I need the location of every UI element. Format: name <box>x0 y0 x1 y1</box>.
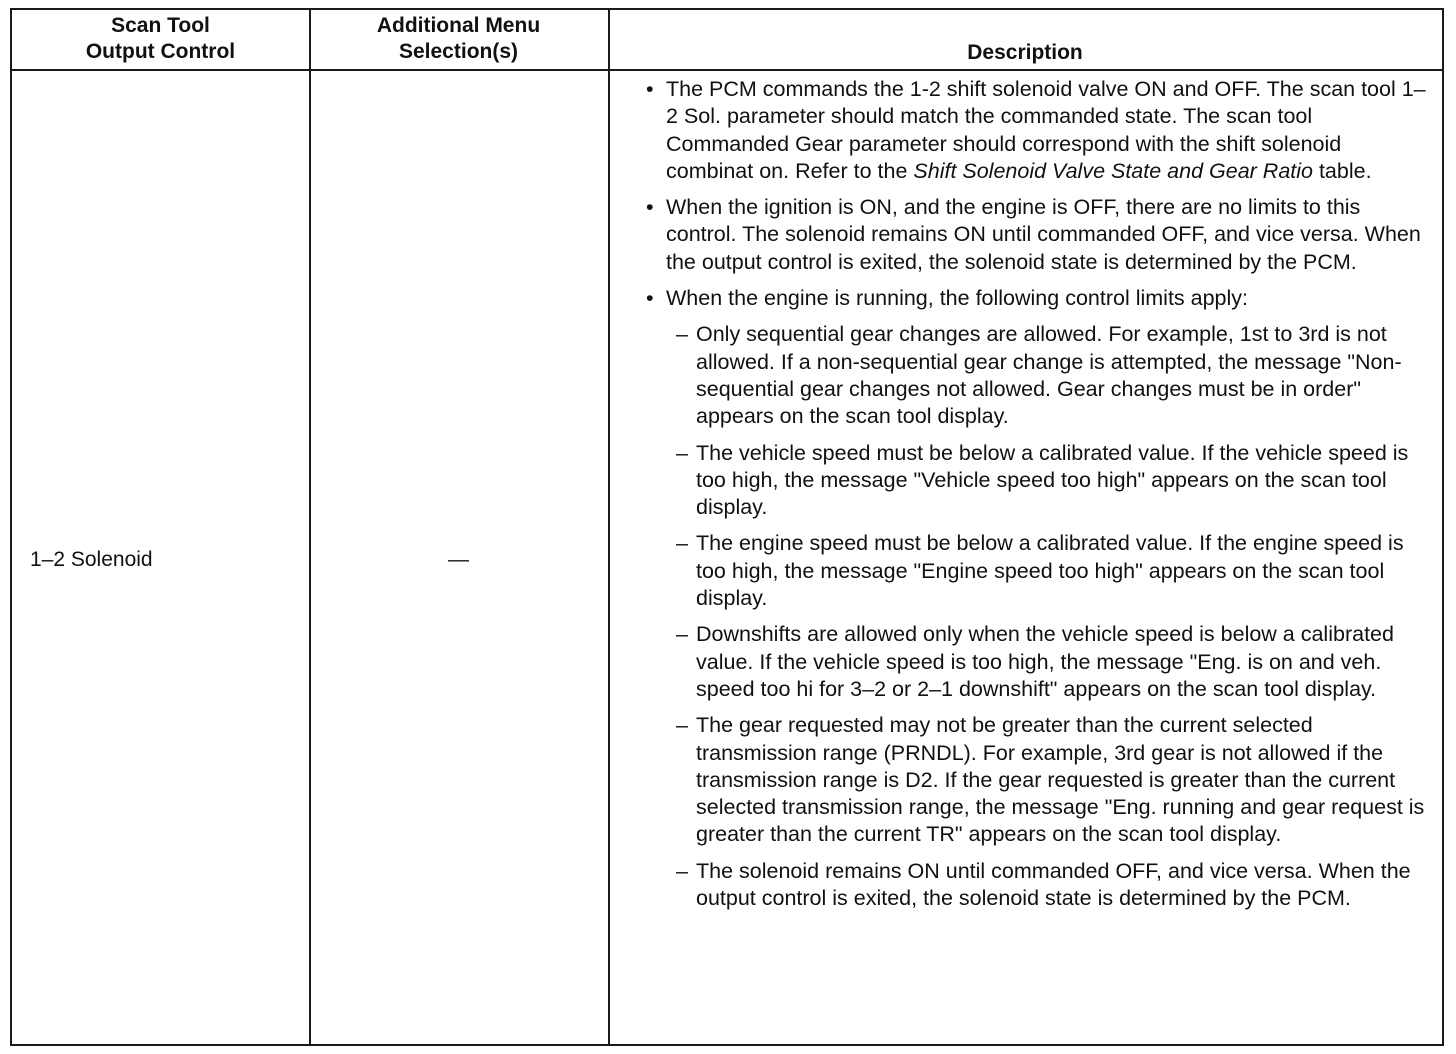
bullet-text: table. <box>1312 158 1372 183</box>
header-divider <box>12 69 1442 71</box>
bullet-text: The PCM commands the 1-2 shift solenoid valve ON and OFF. The scan tool 1–2 Sol. parameter should match the commanded state. The scan tool Commanded Gear parameter should correspond with the shift solenoid combinat on. Refer to the <box>666 77 1426 183</box>
control-limit-item <box>640 621 1430 703</box>
control-limit-item <box>640 858 1430 913</box>
header-line: Description <box>967 41 1083 64</box>
control-limit-item <box>640 321 1430 430</box>
header-description <box>608 40 1442 66</box>
control-limit-text: The engine speed must be below a calibrated value. If the engine speed is too high, the message "Engine speed too high" appears on the scan tool display. <box>696 531 1404 611</box>
header-line: Output Control <box>85 40 236 63</box>
column-divider-2 <box>608 10 610 1044</box>
control-limit-text: The vehicle speed must be below a calibrated value. If the vehicle speed is too high, the message "Vehicle speed too high" appears on the scan tool display. <box>696 440 1409 520</box>
dash-mark: – <box>676 322 688 347</box>
dash-mark: – <box>676 440 688 465</box>
dash-mark: – <box>676 858 688 883</box>
control-limit-text: The solenoid remains ON until commanded OFF, and vice versa. When the output control is exited, the solenoid state is determined by the PCM. <box>696 858 1411 911</box>
bullet-mark: • <box>646 195 654 220</box>
dash-mark: – <box>676 622 688 647</box>
control-limit-item <box>640 440 1430 522</box>
control-limit-text: Only sequential gear changes are allowed. For example, 1st to 3rd is not allowed. If a non-sequential gear change is attempted, the message "Non-sequential gear changes not allowed. Gear changes must be in order" appears on the scan tool display. <box>696 322 1402 429</box>
header-line: Scan Tool <box>111 14 210 37</box>
column-divider-1 <box>309 10 311 1044</box>
header-line: Additional Menu <box>376 14 541 37</box>
control-limit-item <box>640 712 1430 848</box>
bullet-mark: • <box>646 286 654 311</box>
description-bullet <box>640 76 1430 185</box>
dash-mark: – <box>676 713 688 738</box>
description-bullet <box>640 285 1430 312</box>
header-scan-tool-output-control <box>12 13 309 65</box>
description-bullet <box>640 194 1430 276</box>
table-reference: Shift Solenoid Valve State and Gear Ratio <box>913 158 1313 183</box>
control-limit-text: The gear requested may not be greater than the current selected transmission range (PRNDL). For example, 3rd gear is not allowed if the transmission range is D2. If the gear requested is greater than the current selected transmission range, the message "Eng. running and gear request is greater than the current TR" appears on the scan tool display. <box>696 713 1425 847</box>
header-line: Selection(s) <box>398 40 519 63</box>
bullet-mark: • <box>646 77 654 101</box>
bullet-text: When the ignition is ON, and the engine is OFF, there are no limits to this control. The solenoid remains ON until commanded OFF, and vice versa. When the output control is exited, the solenoid state is determined by the PCM. <box>666 195 1421 274</box>
output-control-cell: 1–2 Solenoid <box>30 548 153 571</box>
header-additional-menu-selections <box>309 13 608 65</box>
control-limit-text: Downshifts are allowed only when the vehicle speed is below a calibrated value. If the vehicle speed is too high, the message "Eng. is on and veh. speed too hi for 3–2 or 2–1 downshift" appears on the scan tool display. <box>696 622 1394 701</box>
description-cell <box>640 76 1430 921</box>
control-limit-item <box>640 530 1430 612</box>
menu-selection-cell: — <box>448 548 469 571</box>
dash-mark: – <box>676 531 688 556</box>
bullet-text: When the engine is running, the following control limits apply: <box>666 286 1249 311</box>
